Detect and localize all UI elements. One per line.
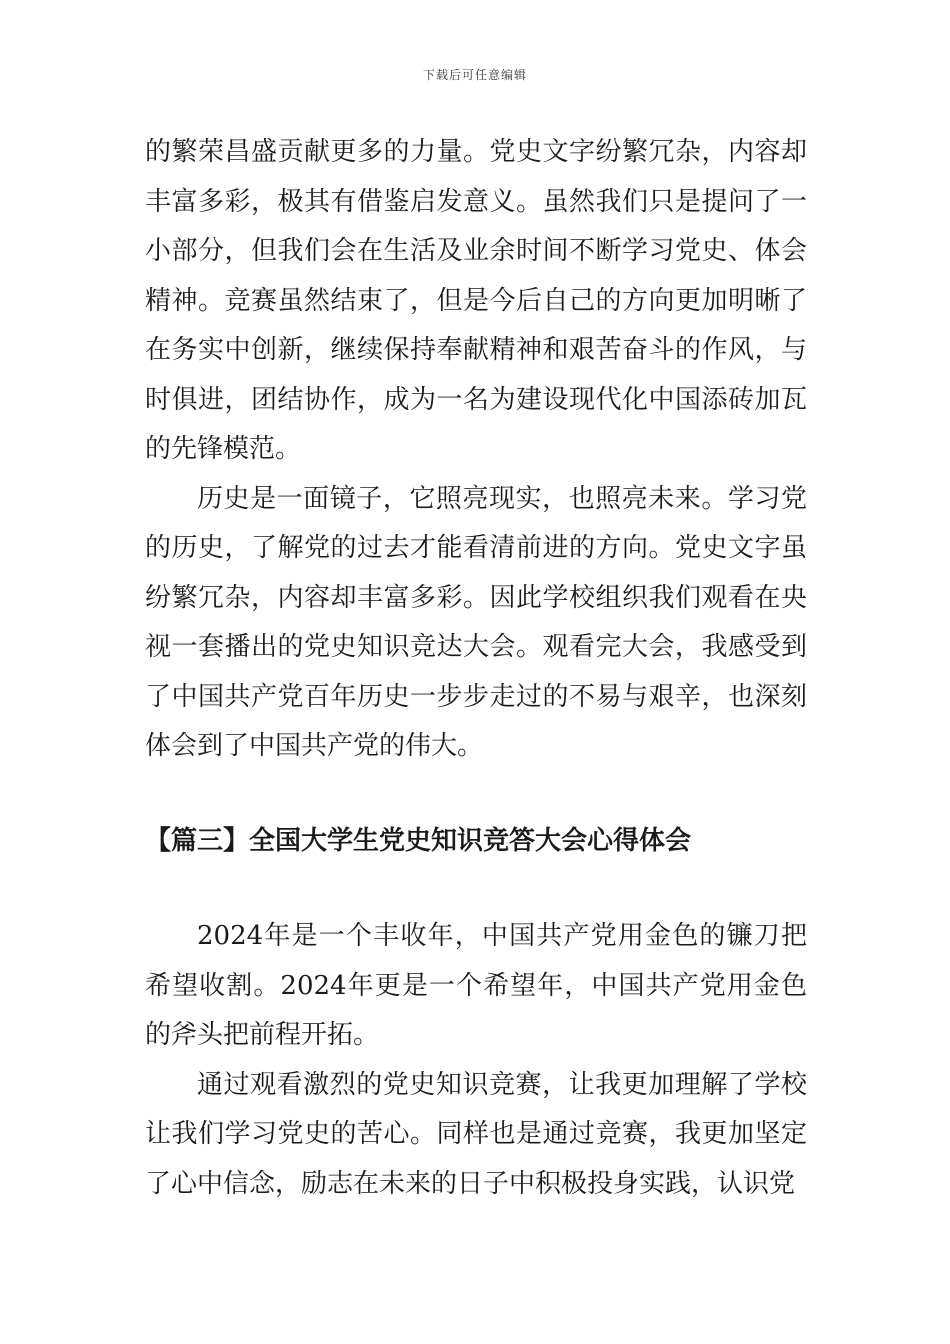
section-heading: 【篇三】全国大学生党史知识竞答大会心得体会 — [145, 825, 692, 856]
paragraph-competition: 通过观看激烈的党史知识竞赛，让我更加理解了学校让我们学习党史的苦心。同样也是通过竞赛，我更加坚定了心中信念，励志在未来的日子中积极投身实践，认识党 — [145, 1069, 807, 1199]
spacer — [145, 772, 807, 817]
spacer — [145, 866, 807, 912]
paragraph-history-mirror: 历史是一面镜子，它照亮现实，也照亮未来。学习党的历史，了解党的过去才能看清前进的方向。党史文字虽纷繁冗杂，内容却丰富多彩。因此学校组织我们观看在央视一套播出的党史知识竞达大会。观看完大会，我感受到了中国共产党百年历史一步步走过的不易与艰辛，也深刻体会到了中国共产党的伟大。 — [145, 483, 807, 761]
paragraph-continuation: 的繁荣昌盛贡献更多的力量。党史文字纷繁冗杂，内容却丰富多彩，极其有借鉴启发意义。虽然我们只是提问了一小部分，但我们会在生活及业余时间不断学习党史、体会精神。竞赛虽然结束了，但是今后自己的方向更加明晰了在务实中创新，继续保持奉献精神和艰苦奋斗的作风，与时俱进，团结协作，成为一名为建设现代化中国添砖加瓦的先锋模范。 — [145, 137, 807, 464]
paragraph-harvest-year: 2024年是一个丰收年，中国共产党用金色的镰刀把希望收割。2024年更是一个希望年，中国共产党用金色的斧头把前程开拓。 — [145, 921, 807, 1050]
document-body — [145, 128, 807, 1209]
page-header-note: 下载后可任意编辑 — [422, 68, 527, 82]
